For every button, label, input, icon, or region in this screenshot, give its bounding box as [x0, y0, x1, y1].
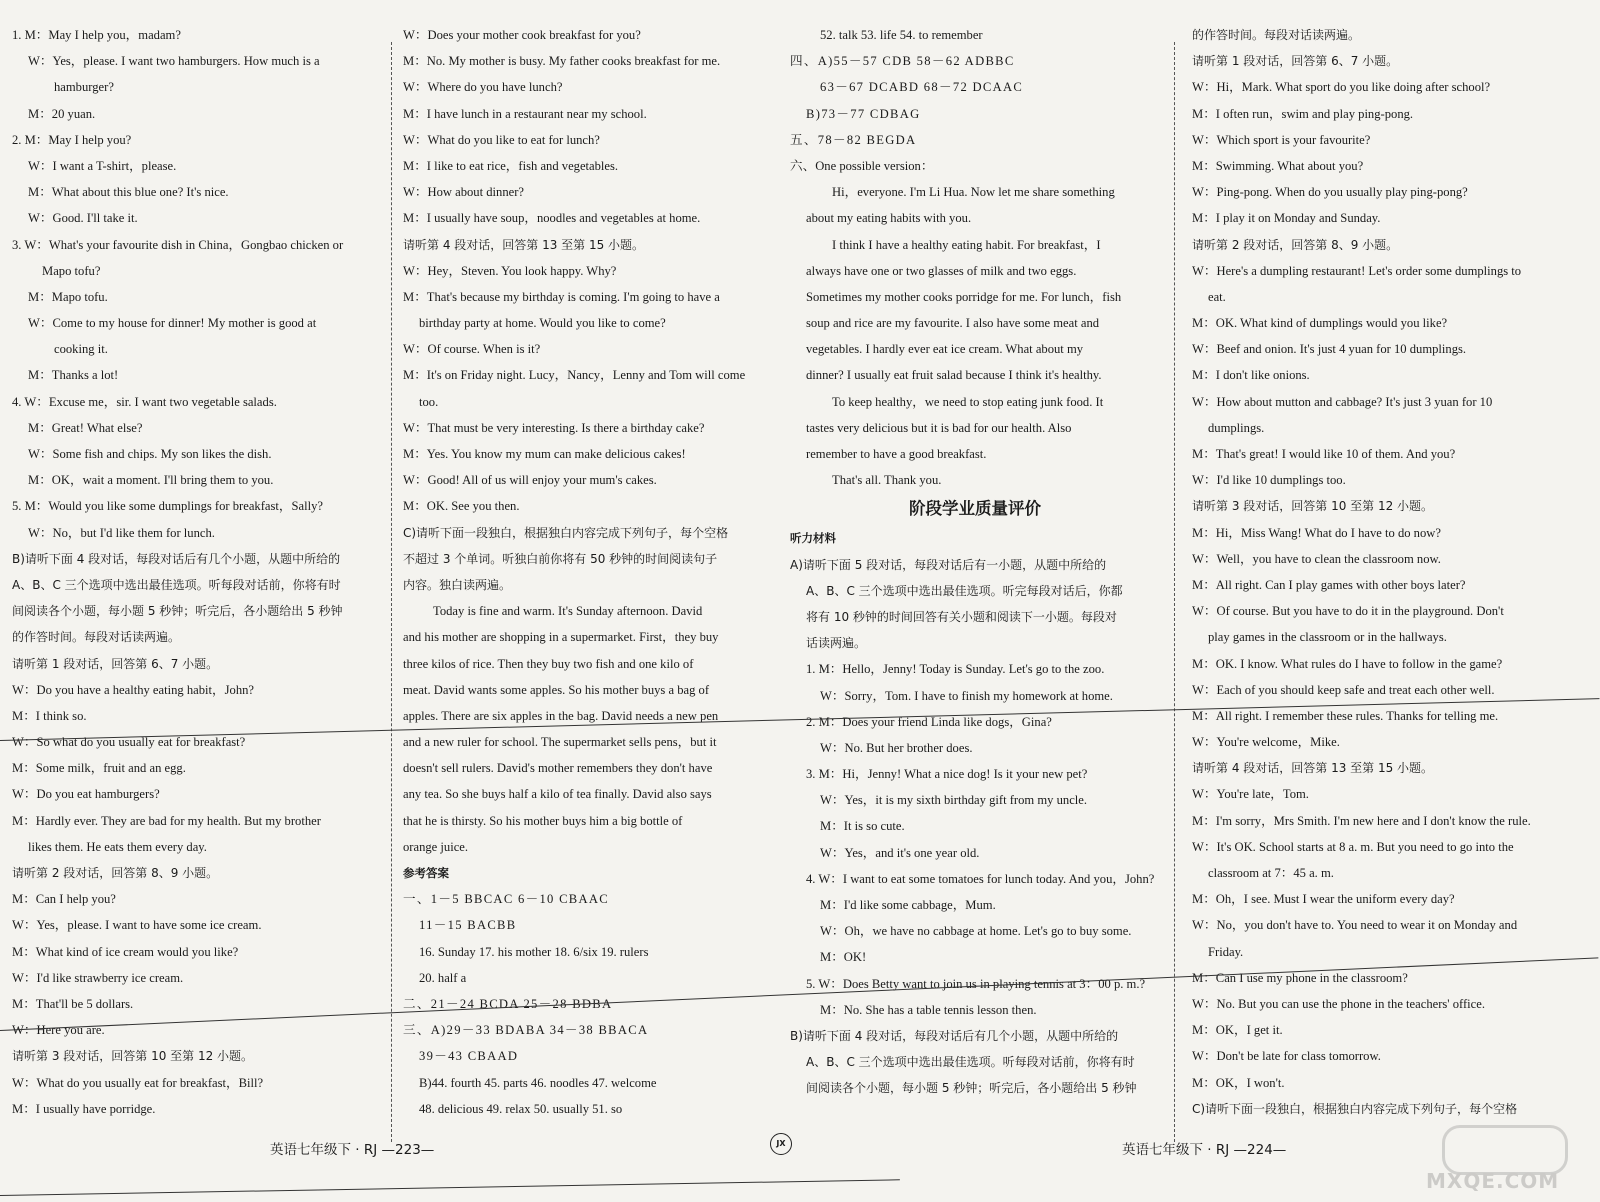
- text-line: 48. delicious 49. relax 50. usually 51. so: [419, 1101, 623, 1116]
- text-line: W：No. But you can use the phone in the teachers' office.: [1192, 996, 1486, 1011]
- text-line: birthday party at home. Would you like to come?: [419, 316, 666, 331]
- text-line: M：That's great! I would like 10 of them. And you?: [1192, 447, 1456, 461]
- text-line: M：OK，I won't.: [1192, 1075, 1285, 1090]
- text-line: likes them. He eats them every day.: [28, 839, 207, 854]
- text-line: W：Each of you should keep safe and treat each other well.: [1192, 682, 1495, 697]
- text-line: 请听第 2 段对话，回答第 8、9 小题。: [1192, 237, 1399, 252]
- text-line: W：Good! All of us will enjoy your mum's cakes.: [403, 473, 657, 488]
- text-line: M：Some milk，fruit and an egg.: [12, 761, 186, 776]
- text-line: M：I'd like some cabbage，Mum.: [820, 898, 996, 912]
- text-line: 的作答时间。每段对话读两遍。: [1192, 28, 1361, 42]
- text-line: W：I'd like 10 dumplings too.: [1192, 473, 1346, 488]
- text-line: 5. W：Does Betty want to join us in playing tennis at 3：00 p. m.?: [806, 976, 1146, 991]
- text-line: 4. W：I want to eat some tomatoes for lunch today. And you，John?: [806, 871, 1155, 886]
- text-line: 听力材料: [790, 531, 836, 546]
- text-line: A、B、C 三个选项中选出最佳选项。听每段对话前，你将有时: [806, 1055, 1135, 1070]
- text-line: W：Here's a dumpling restaurant! Let's order some dumplings to: [1192, 263, 1522, 278]
- text-line: 四、A)55－57 CDB 58－62 ADBBC: [790, 54, 1015, 69]
- text-line: A、B、C 三个选项中选出最佳选项。听每段对话前，你将有时: [12, 577, 341, 592]
- text-line: That's all. Thank you.: [832, 473, 942, 488]
- text-line: W：Yes，it is my sixth birthday gift from my uncle.: [820, 793, 1088, 808]
- text-line: 63－67 DCABD 68－72 DCAAC: [820, 80, 1024, 95]
- text-line: 一、1－5 BBCAC 6－10 CBAAC: [403, 892, 609, 907]
- text-line: M：Hi，Miss Wang! What do I have to do now?: [1192, 525, 1441, 540]
- text-line: W：Oh，we have no cabbage at home. Let's go to buy some.: [820, 924, 1132, 939]
- text-line: and a new ruler for school. The supermarket sells pens，but it: [403, 735, 717, 750]
- text-line: M：I play it on Monday and Sunday.: [1192, 211, 1381, 226]
- text-line: M：I think so.: [12, 708, 87, 723]
- text-line: W：Yes，please. I want two hamburgers. How much is a: [28, 54, 320, 69]
- column-2: [403, 22, 771, 1142]
- text-line: 话读两遍。: [806, 636, 867, 651]
- text-line: play games in the classroom or in the hallways.: [1208, 630, 1447, 645]
- text-line: 五、78－82 BEGDA: [790, 132, 917, 147]
- text-line: 请听第 4 段对话，回答第 13 至第 15 小题。: [1192, 761, 1434, 776]
- text-line: M：That'll be 5 dollars.: [12, 996, 134, 1011]
- text-line: M：I often run，swim and play ping-pong.: [1192, 106, 1414, 121]
- text-line: W：Yes，please. I want to have some ice cream.: [12, 918, 262, 933]
- text-line: M：No. My mother is busy. My father cooks breakfast for me.: [403, 54, 721, 69]
- text-line: W：Here you are.: [12, 1023, 105, 1038]
- right-page: [790, 22, 1600, 1142]
- text-line: 3. M：Hi，Jenny! What a nice dog! Is it your new pet?: [806, 767, 1088, 782]
- text-line: M：It is so cute.: [820, 819, 905, 834]
- text-line: W：Some fish and chips. My son likes the dish.: [28, 447, 272, 461]
- text-line: C)请听下面一段独白，根据独白内容完成下列句子，每个空格: [1192, 1101, 1518, 1116]
- text-line: B)44. fourth 45. parts 46. noodles 47. welcome: [419, 1075, 657, 1090]
- text-line: 16. Sunday 17. his mother 18. 6/six 19. rulers: [419, 944, 649, 959]
- text-line: Mapo tofu?: [42, 263, 101, 278]
- text-line: W：Of course. When is it?: [403, 342, 541, 357]
- text-line: dumplings.: [1208, 420, 1265, 435]
- text-line: M：OK. What kind of dumplings would you like?: [1192, 316, 1448, 331]
- text-line: M：Yes. You know my mum can make delicious cakes!: [403, 447, 686, 461]
- text-line: vegetables. I hardly ever eat ice cream. What about my: [806, 342, 1084, 357]
- text-line: M：Great! What else?: [28, 420, 143, 435]
- text-line: B)请听下面 4 段对话，每段对话后有几个小题，从题中所给的: [12, 551, 341, 566]
- text-line: M：I don't like onions.: [1192, 368, 1310, 383]
- text-line: tastes very delicious but it is bad for our health. Also: [806, 420, 1072, 435]
- text-line: 5. M：Would you like some dumplings for breakfast，Sally?: [12, 499, 323, 514]
- text-line: always have one or two glasses of milk and two eggs.: [806, 263, 1077, 278]
- text-line: W：No. But her brother does.: [820, 740, 973, 755]
- jx-badge-icon: JX: [770, 1133, 792, 1155]
- text-line: M：OK. See you then.: [403, 499, 520, 514]
- text-line: M：Mapo tofu.: [28, 289, 108, 304]
- text-line: remember to have a good breakfast.: [806, 447, 987, 461]
- text-line: 请听第 2 段对话，回答第 8、9 小题。: [12, 866, 219, 880]
- text-line: M：OK!: [820, 950, 867, 965]
- text-line: M：Thanks a lot!: [28, 368, 119, 383]
- text-line: 三、A)29－33 BDABA 34－38 BBACA: [403, 1023, 649, 1038]
- text-line: W：Well，you have to clean the classroom now.: [1192, 551, 1441, 566]
- text-line: 20. half a: [419, 970, 467, 985]
- text-line: W：Of course. But you have to do it in the playground. Don't: [1192, 604, 1504, 619]
- text-line: W：Where do you have lunch?: [403, 80, 563, 95]
- text-line: W：How about mutton and cabbage? It's just 3 yuan for 10: [1192, 394, 1493, 409]
- text-line: M：Oh，I see. Must I wear the uniform every day?: [1192, 892, 1455, 907]
- text-line: M：Can I help you?: [12, 892, 116, 907]
- text-line: W：Don't be late for class tomorrow.: [1192, 1049, 1381, 1064]
- text-line: W：Does your mother cook breakfast for you?: [403, 28, 641, 42]
- text-line: eat.: [1208, 289, 1226, 304]
- page-footer-left: 英语七年级下 · RJ —223—: [270, 1142, 435, 1158]
- text-line: too.: [419, 394, 439, 409]
- text-line: dinner? I usually eat fruit salad because I think it's healthy.: [806, 368, 1102, 383]
- text-line: apples. There are six apples in the bag. David needs a new pen: [403, 708, 719, 723]
- text-line: M：No. She has a table tennis lesson then.: [820, 1002, 1037, 1017]
- text-line: meat. David wants some apples. So his mother buys a bag of: [403, 682, 710, 697]
- text-line: 内容。独白读两遍。: [403, 577, 512, 592]
- text-line: M：Swimming. What about you?: [1192, 158, 1364, 173]
- text-line: 1. M：May I help you，madam?: [12, 28, 181, 42]
- text-line: 请听第 3 段对话，回答第 10 至第 12 小题。: [12, 1049, 254, 1064]
- text-line: 请听第 4 段对话，回答第 13 至第 15 小题。: [403, 237, 645, 252]
- text-line: 不超过 3 个单词。听独白前你将有 50 秒钟的时间阅读句子: [403, 551, 718, 566]
- text-line: M：I usually have porridge.: [12, 1101, 156, 1116]
- text-line: W：That must be very interesting. Is there a birthday cake?: [403, 420, 705, 435]
- text-line: 六、One possible version：: [790, 158, 934, 173]
- text-line: M：OK，wait a moment. I'll bring them to you.: [28, 473, 274, 488]
- watermark-logo: [1420, 1125, 1590, 1195]
- text-line: W：So what do you usually eat for breakfast?: [12, 735, 246, 750]
- text-line: soup and rice are my favourite. I also have some meat and: [806, 316, 1100, 331]
- text-line: W：Do you eat hamburgers?: [12, 787, 160, 802]
- column-divider: [391, 42, 392, 1142]
- text-line: A、B、C 三个选项中选出最佳选项。听完每段对话后，你都: [806, 583, 1123, 598]
- text-line: 二、21－24 BCDA 25－28 BDBA: [403, 996, 613, 1011]
- text-line: W：Hi，Mark. What sport do you like doing after school?: [1192, 80, 1491, 95]
- column-3: [790, 22, 1160, 1142]
- text-line: Today is fine and warm. It's Sunday afternoon. David: [433, 604, 703, 619]
- paper-fold-line: [0, 1179, 900, 1196]
- text-line: M：I like to eat rice，fish and vegetables.: [403, 158, 619, 173]
- text-line: B)请听下面 4 段对话，每段对话后有几个小题，从题中所给的: [790, 1028, 1119, 1043]
- text-line: classroom at 7：45 a. m.: [1208, 866, 1334, 880]
- text-line: M：I have lunch in a restaurant near my school.: [403, 106, 647, 121]
- text-line: 间阅读各个小题，每小题 5 秒钟；听完后，各小题给出 5 秒钟: [806, 1081, 1137, 1096]
- text-line: I think I have a healthy eating habit. For breakfast，I: [832, 237, 1101, 252]
- text-line: 将有 10 秒钟的时间回答有关小题和阅读下一小题。每段对: [806, 609, 1117, 624]
- text-line: M：It's on Friday night. Lucy，Nancy，Lenny and Tom will come: [403, 368, 746, 383]
- text-line: M：20 yuan.: [28, 106, 96, 121]
- text-line: M：Hardly ever. They are bad for my health. But my brother: [12, 813, 321, 828]
- text-line: W：What do you usually eat for breakfast，Bill?: [12, 1075, 264, 1090]
- text-line: 阶段学业质量评价: [909, 499, 1041, 519]
- text-line: M：I usually have soup，noodles and vegetables at home.: [403, 211, 701, 226]
- text-line: B)73－77 CDBAG: [806, 106, 921, 121]
- text-line: 间阅读各个小题，每小题 5 秒钟；听完后，各小题给出 5 秒钟: [12, 604, 343, 619]
- text-line: M：All right. I remember these rules. Thanks for telling me.: [1192, 708, 1499, 723]
- text-line: W：Good. I'll take it.: [28, 211, 138, 226]
- text-line: W：I'd like strawberry ice cream.: [12, 970, 184, 985]
- text-line: M：Can I use my phone in the classroom?: [1192, 970, 1408, 985]
- text-line: M：What about this blue one? It's nice.: [28, 185, 229, 200]
- text-line: W：What do you like to eat for lunch?: [403, 132, 600, 147]
- text-line: W：Ping-pong. When do you usually play ping-pong?: [1192, 185, 1468, 200]
- text-line: and his mother are shopping in a supermarket. First，they buy: [403, 630, 719, 645]
- text-line: W：I want a T-shirt，please.: [28, 158, 177, 173]
- text-line: W：You're welcome，Mike.: [1192, 735, 1340, 750]
- text-line: 2. M：May I help you?: [12, 132, 132, 147]
- text-line: 11－15 BACBB: [419, 918, 517, 933]
- text-line: W：How about dinner?: [403, 185, 525, 200]
- left-page: [0, 22, 790, 1142]
- text-line: M：All right. Can I play games with other boys later?: [1192, 577, 1466, 592]
- text-line: three kilos of rice. Then they buy two fish and one kilo of: [403, 656, 694, 671]
- text-line: W：Do you have a healthy eating habit，John?: [12, 682, 255, 697]
- text-line: M：I'm sorry，Mrs Smith. I'm new here and I don't know the rule.: [1192, 813, 1531, 828]
- text-line: W：It's OK. School starts at 8 a. m. But you need to go into the: [1192, 839, 1514, 854]
- text-line: M：That's because my birthday is coming. I'm going to have a: [403, 289, 720, 304]
- text-line: 4. W：Excuse me，sir. I want two vegetable salads.: [12, 394, 277, 409]
- text-line: orange juice.: [403, 839, 469, 854]
- text-line: W：Come to my house for dinner! My mother is good at: [28, 316, 317, 331]
- text-line: Sometimes my mother cooks porridge for me. For lunch，fish: [806, 289, 1122, 304]
- text-line: cooking it.: [54, 342, 108, 357]
- watermark-text: MXQE.COM: [1426, 1169, 1560, 1193]
- text-line: A)请听下面 5 段对话，每段对话后有一小题，从题中所给的: [790, 557, 1107, 572]
- text-line: W：Yes，and it's one year old.: [820, 845, 980, 860]
- text-line: 1. M：Hello，Jenny! Today is Sunday. Let's go to the zoo.: [806, 662, 1105, 677]
- watermark-mark-icon: [1442, 1125, 1568, 1175]
- text-line: M：OK，I get it.: [1192, 1023, 1283, 1038]
- text-line: 请听第 1 段对话，回答第 6、7 小题。: [12, 656, 219, 671]
- text-line: To keep healthy，we need to stop eating junk food. It: [832, 394, 1104, 409]
- text-line: W：You're late，Tom.: [1192, 787, 1309, 802]
- text-line: that he is thirsty. So his mother buys him a big bottle of: [403, 813, 683, 828]
- text-line: about my eating habits with you.: [806, 211, 972, 226]
- text-line: doesn't sell rulers. David's mother remembers they don't have: [403, 761, 713, 776]
- text-line: M：OK. I know. What rules do I have to follow in the game?: [1192, 656, 1503, 671]
- text-line: any tea. So she buys half a kilo of tea finally. David also says: [403, 787, 712, 802]
- text-line: M：What kind of ice cream would you like?: [12, 944, 239, 959]
- text-line: 参考答案: [403, 866, 449, 880]
- text-line: 2. M：Does your friend Linda like dogs，Gina?: [806, 714, 1052, 729]
- text-line: W：No，you don't have to. You need to wear it on Monday and: [1192, 918, 1518, 933]
- text-line: W：Sorry，Tom. I have to finish my homework at home.: [820, 688, 1113, 703]
- text-line: W：Hey，Steven. You look happy. Why?: [403, 263, 617, 278]
- text-line: hamburger?: [54, 80, 114, 95]
- text-line: 39－43 CBAAD: [419, 1049, 519, 1064]
- text-line: W：Which sport is your favourite?: [1192, 132, 1371, 147]
- text-line: C)请听下面一段独白，根据独白内容完成下列句子，每个空格: [403, 525, 729, 540]
- text-line: 的作答时间。每段对话读两遍。: [12, 630, 181, 645]
- column-1: [12, 22, 382, 1142]
- text-line: 52. talk 53. life 54. to remember: [820, 28, 983, 42]
- text-line: 请听第 3 段对话，回答第 10 至第 12 小题。: [1192, 499, 1434, 514]
- text-line: 请听第 1 段对话，回答第 6、7 小题。: [1192, 54, 1399, 69]
- text-line: W：Beef and onion. It's just 4 yuan for 10 dumplings.: [1192, 342, 1467, 357]
- text-line: 3. W：What's your favourite dish in China，Gongbao chicken or: [12, 237, 344, 252]
- text-line: Hi，everyone. I'm Li Hua. Now let me share something: [832, 185, 1115, 200]
- page-footer-right: 英语七年级下 · RJ —224—: [1122, 1142, 1287, 1158]
- text-line: Friday.: [1208, 944, 1244, 959]
- text-line: W：No，but I'd like them for lunch.: [28, 525, 215, 540]
